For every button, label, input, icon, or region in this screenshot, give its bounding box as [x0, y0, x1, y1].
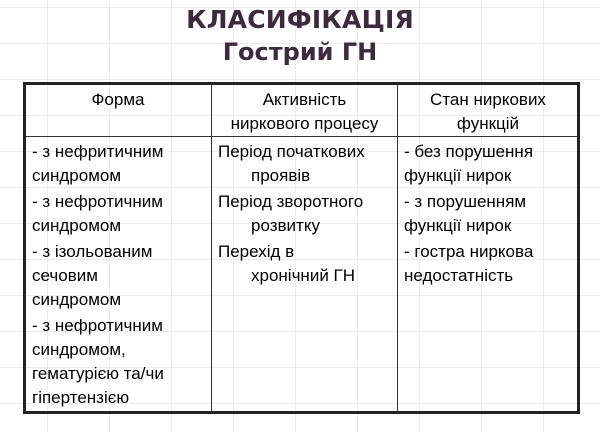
list-item	[32, 140, 208, 188]
list-item	[404, 240, 576, 288]
entry-line: гіпертензією	[32, 388, 130, 407]
list-item	[218, 140, 395, 188]
entry-line: Період зворотного	[218, 192, 364, 211]
entry-line: синдромом,	[32, 340, 126, 359]
entry-line: - з нефротичним	[32, 192, 163, 211]
header-text: Активність	[262, 90, 347, 109]
entry-line: синдромом	[32, 290, 122, 309]
classification-table	[23, 82, 580, 414]
header-text: Стан ниркових	[430, 90, 546, 109]
entry-line: синдромом	[32, 166, 122, 185]
header-kidney-function	[398, 88, 578, 136]
header-text: Форма	[91, 90, 145, 109]
entry-line: розвитку	[251, 216, 320, 235]
cell-form	[32, 140, 208, 412]
list-item	[218, 240, 395, 288]
entry-line: проявів	[251, 166, 311, 185]
entry-line: сечовим	[32, 266, 98, 285]
column-form	[26, 85, 210, 411]
entry-line: - з порушенням	[404, 192, 527, 211]
header-text: ниркового процесу	[230, 114, 379, 133]
entry-line: функції нирок	[404, 166, 512, 185]
entry-line: хронічний ГН	[251, 266, 356, 285]
title-classification: КЛАСИФІКАЦІЯ	[186, 5, 414, 34]
cell-activity	[218, 140, 395, 290]
slide-title	[0, 4, 600, 68]
title-subtitle: Гострий ГН	[222, 38, 378, 66]
entry-line: - з ізольованим	[32, 242, 153, 261]
entry-line: Період початкових	[218, 142, 365, 161]
header-form	[26, 88, 210, 112]
column-kidney-function	[397, 85, 578, 411]
entry-line: функції нирок	[404, 216, 512, 235]
entry-line: - з нефротичним	[32, 316, 163, 335]
column-activity	[211, 85, 397, 411]
list-item	[32, 190, 208, 238]
entry-line: Перехід в	[218, 242, 295, 261]
header-text: функцій	[456, 114, 520, 133]
list-item	[218, 190, 395, 238]
list-item	[404, 140, 576, 188]
list-item	[404, 190, 576, 238]
entry-line: синдромом	[32, 216, 122, 235]
entry-line: - з нефритичним	[32, 142, 164, 161]
cell-kidney-function	[404, 140, 576, 290]
list-item	[32, 314, 208, 410]
entry-line: - без порушення	[404, 142, 534, 161]
entry-line: - гостра ниркова	[404, 242, 534, 261]
header-activity	[212, 88, 397, 136]
list-item	[32, 240, 208, 312]
entry-line: недостатність	[404, 266, 514, 285]
entry-line: гематурією та/чи	[32, 364, 164, 383]
